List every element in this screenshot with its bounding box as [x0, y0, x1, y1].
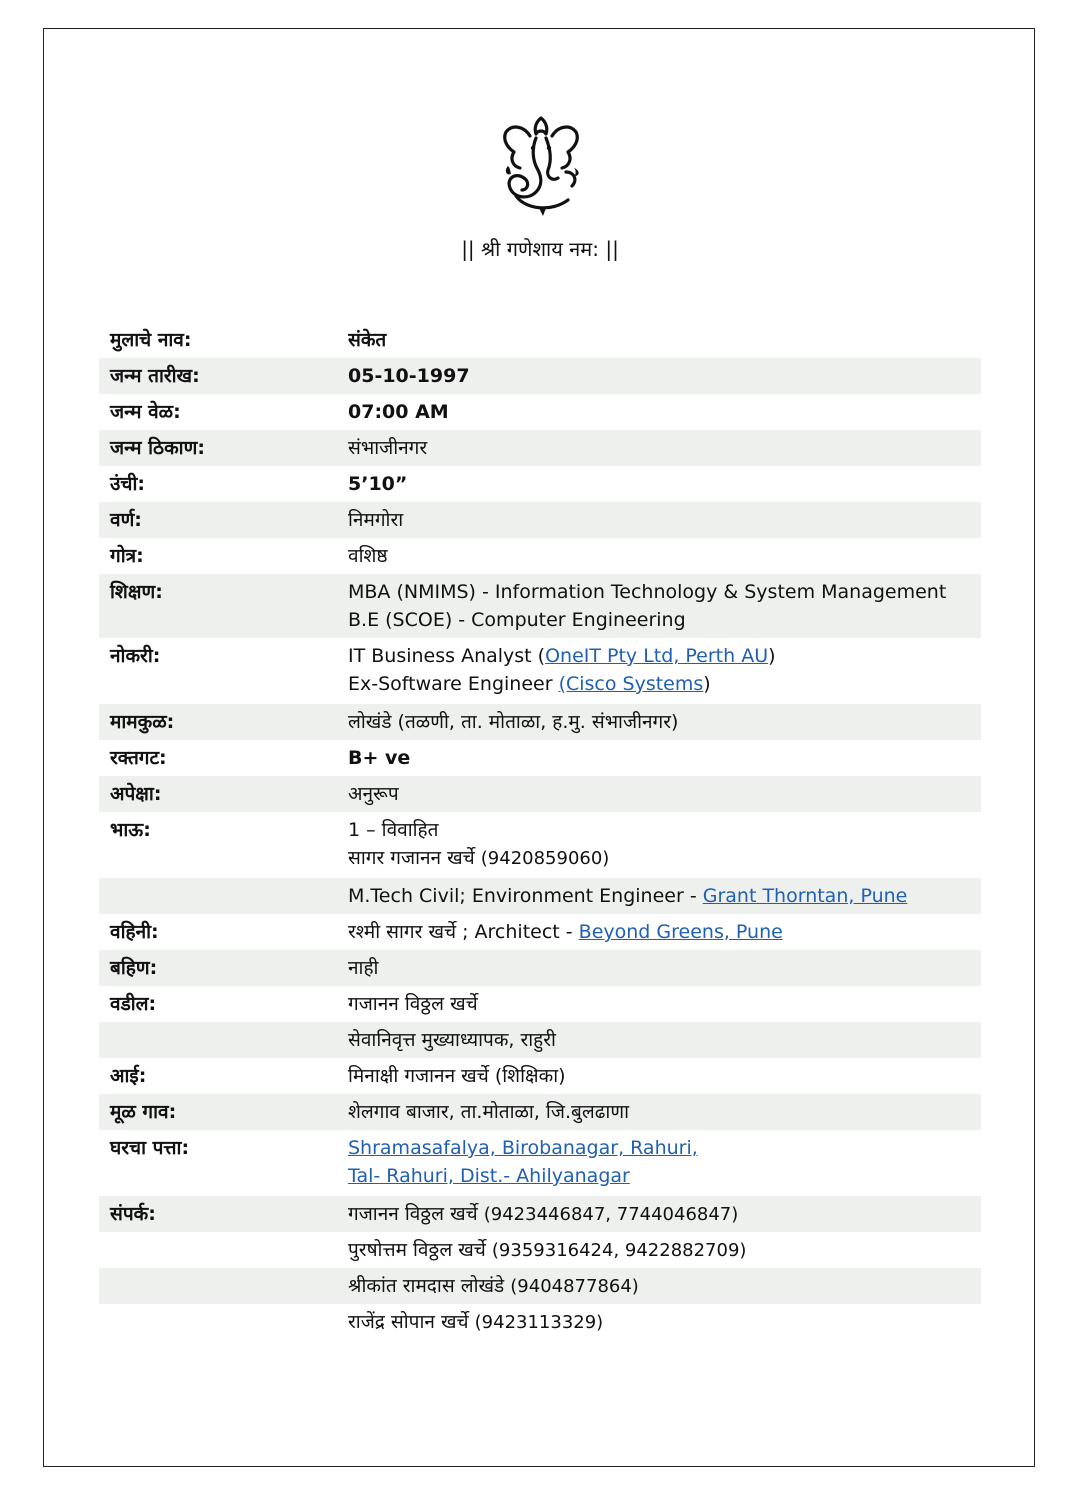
job-line-1	[348, 642, 981, 670]
brother-name: सागर गजानन खर्चे	[348, 847, 481, 869]
row-contact-4	[99, 1304, 981, 1340]
label-height: उंची:	[110, 473, 145, 495]
value-birth-place: संभाजीनगर	[348, 437, 428, 459]
job-line-2-prefix: Ex-Software Engineer	[348, 673, 559, 695]
row-brother	[99, 812, 981, 878]
contact-entry	[348, 1236, 981, 1265]
row-sister	[99, 950, 981, 986]
label-native: मूळ गाव:	[110, 1101, 177, 1123]
sister-in-law-prefix: रश्मी सागर खर्चे ; Architect -	[348, 921, 579, 943]
value-job	[348, 642, 981, 698]
label-gotra: गोत्र:	[110, 545, 144, 567]
value-birth-time: 07:00 AM	[348, 401, 449, 423]
contact-name: गजानन विठ्ठल खर्चे	[348, 1203, 484, 1225]
row-brother-detail	[99, 878, 981, 914]
row-contact-2	[99, 1232, 981, 1268]
row-native	[99, 1094, 981, 1130]
contact-name: पुरषोत्तम विठ्ठल खर्चे	[348, 1239, 492, 1261]
ganesha-icon	[496, 112, 586, 220]
value-complexion: निमगोरा	[348, 509, 404, 531]
row-address	[99, 1130, 981, 1196]
row-gotra	[99, 538, 981, 574]
brother-line-1: 1 – विवाहित	[348, 819, 439, 841]
label-job: नोकरी:	[110, 645, 161, 667]
value-height: 5’10”	[348, 473, 408, 495]
brother-line-2	[348, 844, 981, 873]
value-dob: 05-10-1997	[348, 365, 470, 387]
row-maternal	[99, 704, 981, 740]
value-maternal: लोखंडे (तळणी, ता. मोताळा, ह.मु. संभाजीनगर)	[348, 711, 679, 733]
value-mother: मिनाक्षी गजानन खर्चे (शिक्षिका)	[348, 1065, 566, 1087]
row-contact-3	[99, 1268, 981, 1304]
invocation-heading: || श्री गणेशाय नम: ||	[461, 237, 619, 261]
beyond-greens-link[interactable]: Beyond Greens, Pune	[578, 921, 783, 943]
row-name	[99, 322, 981, 358]
brother-phone: (9420859060)	[480, 848, 610, 869]
label-sister: बहिण:	[110, 957, 158, 979]
biodata-table	[99, 322, 981, 1340]
row-contact	[99, 1196, 981, 1232]
education-line-2: B.E (SCOE) - Computer Engineering	[348, 609, 686, 631]
value-father: गजानन विठ्ठल खर्चे	[348, 993, 478, 1015]
label-address: घरचा पत्ता:	[110, 1137, 190, 1159]
label-sister-in-law: वहिनी:	[110, 921, 159, 943]
oneit-link[interactable]: OneIT Pty Ltd, Perth AU	[545, 645, 769, 667]
value-native: शेलगाव बाजार, ता.मोताळा, जि.बुलढाणा	[348, 1101, 629, 1123]
row-job	[99, 638, 981, 704]
row-father	[99, 986, 981, 1022]
job-line-1-suffix: )	[768, 645, 776, 667]
label-blood-group: रक्तगट:	[110, 747, 167, 769]
row-education	[99, 574, 981, 638]
value-education	[348, 578, 981, 634]
contact-phone: (9359316424, 9422882709)	[491, 1240, 747, 1261]
value-brother	[348, 816, 981, 873]
row-birth-place	[99, 430, 981, 466]
contact-name: राजेंद्र सोपान खर्चे	[348, 1311, 475, 1333]
cisco-link[interactable]: (Cisco Systems	[558, 673, 704, 695]
value-father-detail: सेवानिवृत्त मुख्याध्यापक, राहुरी	[348, 1029, 556, 1051]
row-height	[99, 466, 981, 502]
row-mother	[99, 1058, 981, 1094]
value-sister-in-law	[348, 918, 981, 946]
education-line-1: MBA (NMIMS) - Information Technology & System Management	[348, 581, 947, 603]
label-complexion: वर्ण:	[110, 509, 142, 531]
value-brother-detail	[348, 882, 981, 910]
contact-phone: (9404877864)	[510, 1276, 639, 1297]
label-education: शिक्षण:	[110, 581, 163, 603]
row-father-detail	[99, 1022, 981, 1058]
contact-entry	[348, 1308, 981, 1337]
value-expectation: अनुरूप	[348, 783, 399, 805]
value-name: संकेत	[348, 329, 387, 351]
job-line-2-suffix: )	[703, 673, 711, 695]
label-contact: संपर्क:	[110, 1203, 156, 1225]
value-blood-group: B+ ve	[348, 747, 411, 769]
value-gotra: वशिष्ठ	[348, 545, 388, 567]
value-sister: नाही	[348, 957, 379, 979]
contact-entry	[348, 1200, 981, 1229]
row-sister-in-law	[99, 914, 981, 950]
value-address	[348, 1134, 981, 1190]
contact-phone: (9423113329)	[474, 1312, 604, 1333]
label-name: मुलाचे नाव:	[110, 329, 192, 351]
job-line-2	[348, 670, 981, 698]
contact-entry	[348, 1272, 981, 1301]
label-father: वडील:	[110, 993, 157, 1015]
grant-thorntan-link[interactable]: Grant Thorntan, Pune	[702, 885, 908, 907]
row-dob	[99, 358, 981, 394]
label-birth-time: जन्म वेळ:	[110, 401, 181, 423]
label-brother: भाऊ:	[110, 819, 151, 841]
address-link-line-2[interactable]: Tal- Rahuri, Dist.- Ahilyanagar	[348, 1165, 630, 1187]
row-blood-group	[99, 740, 981, 776]
label-dob: जन्म तारीख:	[110, 365, 200, 387]
label-mother: आई:	[110, 1065, 147, 1087]
contact-phone: (9423446847, 7744046847)	[483, 1204, 739, 1225]
row-expectation	[99, 776, 981, 812]
job-line-1-prefix: IT Business Analyst (	[348, 645, 546, 667]
row-complexion	[99, 502, 981, 538]
label-expectation: अपेक्षा:	[110, 783, 162, 805]
brother-detail-prefix: M.Tech Civil; Environment Engineer -	[348, 885, 703, 907]
label-birth-place: जन्म ठिकाण:	[110, 437, 205, 459]
contact-name: श्रीकांत रामदास लोखंडे	[348, 1275, 511, 1297]
row-birth-time	[99, 394, 981, 430]
address-link-line-1[interactable]: Shramasafalya, Birobanagar, Rahuri,	[348, 1137, 698, 1159]
label-maternal: मामकुळ:	[110, 711, 175, 733]
